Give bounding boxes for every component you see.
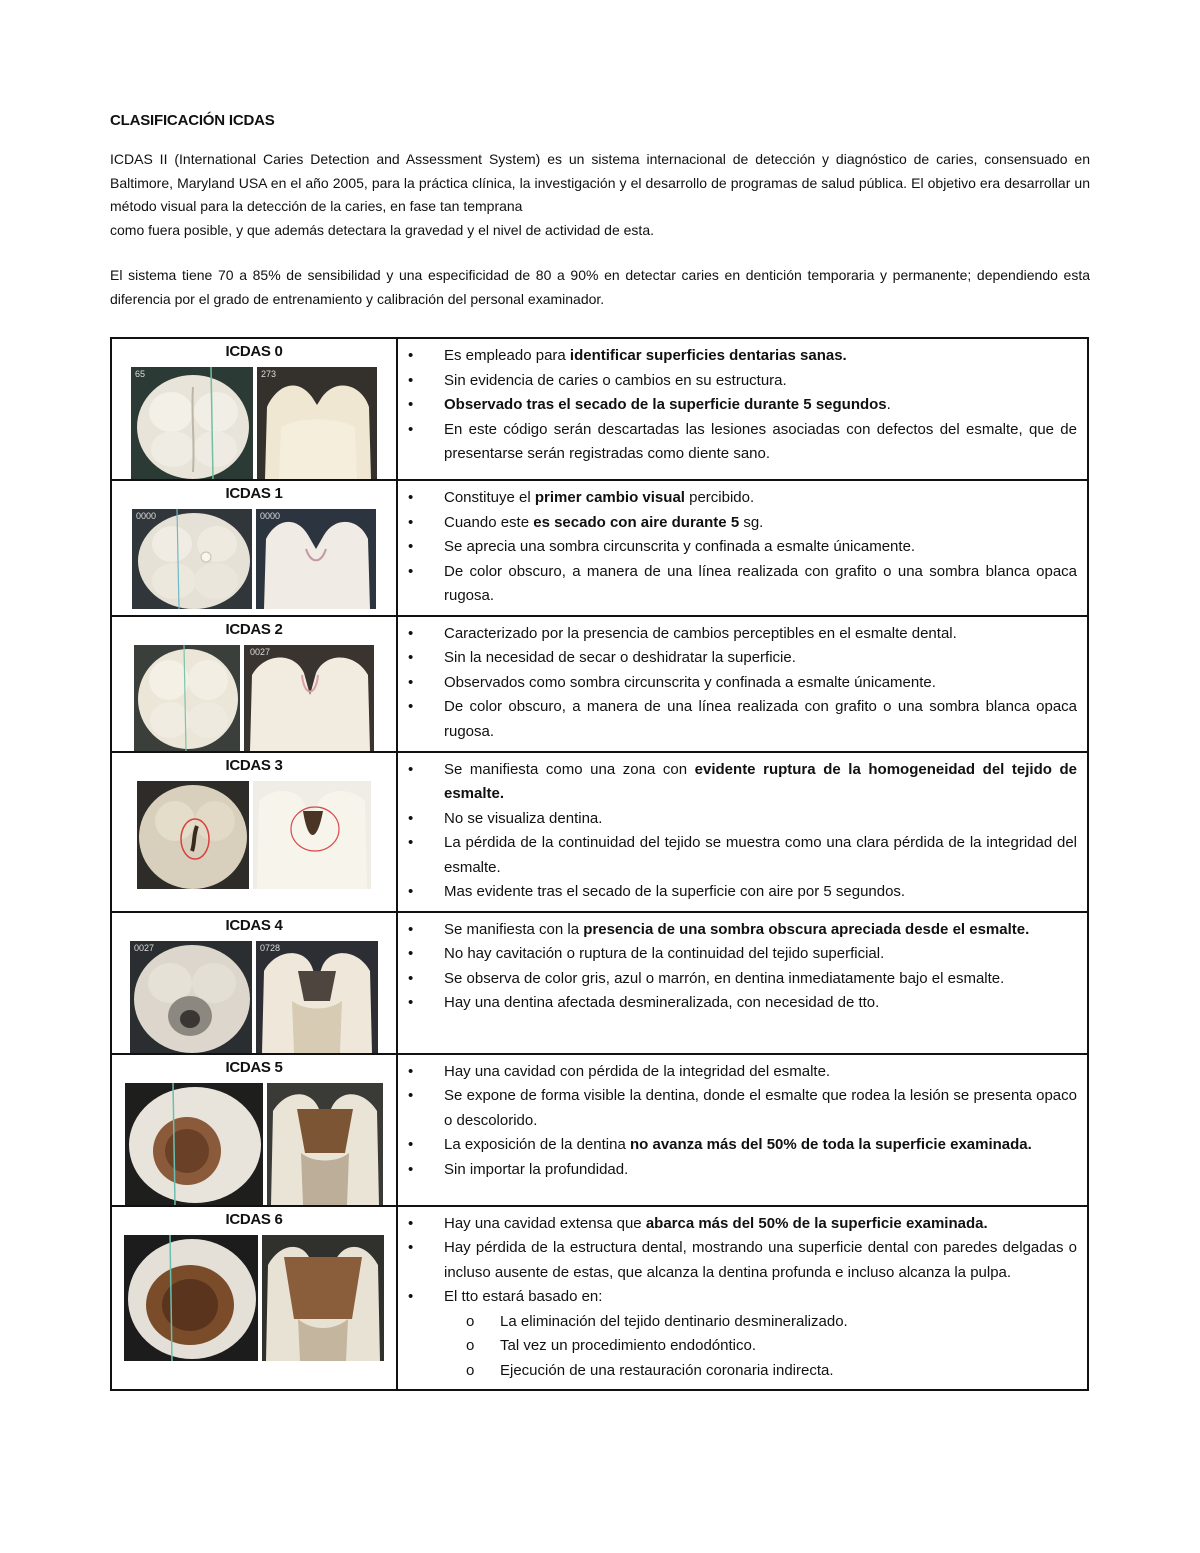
occlusal-tooth-photo	[132, 509, 252, 609]
occlusal-tooth-photo	[134, 645, 240, 751]
photo-label: 0027	[250, 646, 271, 657]
section-tooth-photo	[244, 645, 374, 751]
text: No se visualiza dentina.	[444, 809, 603, 827]
tooth-photos	[112, 367, 396, 479]
text: .	[886, 396, 891, 413]
text: Hay una dentina afectada desmineralizada, con necesidad de tto.	[444, 994, 880, 1011]
text: sg.	[739, 513, 764, 531]
bold-text: no avanza más del 50% de toda la superficie examinada.	[629, 1136, 1032, 1153]
text: La pérdida de la continuidad del tejido se muestra como una clara pérdida de la integridad del esmalte.	[444, 834, 1077, 876]
bullet-list	[398, 339, 1087, 473]
bullet-list	[398, 1207, 1087, 1390]
photo-label: 0000	[136, 511, 157, 521]
tooth-photos	[112, 781, 396, 889]
text: Hay pérdida de la estructura dental, mostrando una superficie dental con paredes delgadas o incluso ausente de estas, que alcanza la dentina profunda e incluso alcanza la pulpa.	[444, 1239, 1077, 1281]
sub-item: o Tal vez un procedimiento endodóntico.	[444, 1334, 1077, 1359]
icdas-table	[110, 337, 1089, 1391]
bullet-item	[406, 807, 1077, 832]
bullet-item	[406, 369, 1077, 394]
tooth-photos	[112, 509, 396, 609]
text: Constituye el	[444, 489, 535, 506]
text: Hay una cavidad extensa que	[444, 1214, 646, 1232]
bullet-list	[398, 481, 1087, 615]
bold-text: identificar superficies dentarias sanas.	[569, 347, 847, 364]
bullet-item	[406, 1133, 1077, 1158]
occlusal-tooth-photo	[131, 367, 253, 479]
photo-label: 0728	[260, 942, 281, 953]
icdas-row	[111, 616, 1088, 752]
photo-label: 65	[135, 369, 146, 379]
tooth-photos	[112, 1235, 396, 1361]
bullet-item	[406, 560, 1077, 609]
text: Se observa de color gris, azul o marrón, en dentina inmediatamente bajo el esmalte.	[444, 969, 1005, 987]
sub-item: o Ejecución de una restauración coronaria indirecta.	[444, 1359, 1077, 1384]
icdas-description-cell	[397, 752, 1088, 912]
icdas-description-cell	[397, 480, 1088, 616]
text: En este código serán descartadas las lesiones asociadas con defectos del esmalte, que de presentarse serán registradas como diente sano.	[444, 420, 1077, 462]
bold-text: evidente ruptura de la homogeneidad del tejido de esmalte.	[444, 760, 1078, 802]
icdas-description-cell	[397, 912, 1088, 1054]
section-tooth-photo	[262, 1235, 384, 1361]
icdas-row	[111, 1206, 1088, 1391]
bold-text: Observado tras el secado de la superficie durante 5 segundos	[444, 396, 887, 413]
occlusal-tooth-photo	[125, 1083, 263, 1205]
bullet-list	[398, 1055, 1087, 1189]
bullet-list	[398, 913, 1087, 1022]
intro-paragraph-1: ICDAS II (International Caries Detection and Assessment System) es un sistema internacional de detección y diagnóstico de caries, consensuado en Baltimore, Maryland USA en el año 2005, para la práctica clínica, la investigación y el desarrollo de programas de salud pública. El objetivo era desarrollar un método visual para la detección de la caries, en fase tan temprana	[110, 151, 1090, 214]
text: Se manifiesta como una zona con	[444, 760, 695, 778]
text: Es empleado para	[444, 347, 570, 364]
icdas-level-label: ICDAS 0	[225, 343, 283, 360]
document-page	[110, 112, 1090, 1391]
section-tooth-photo	[267, 1083, 383, 1205]
text: La exposición de la dentina	[444, 1136, 630, 1153]
bullet-item	[406, 393, 1077, 418]
bullet-item	[406, 831, 1077, 880]
icdas-row	[111, 1054, 1088, 1206]
icdas-level-cell	[111, 1206, 397, 1391]
text: Mas evidente tras el secado de la superficie con aire por 5 segundos.	[444, 883, 906, 900]
bullet-item	[406, 967, 1077, 992]
text: Caracterizado por la presencia de cambios perceptibles en el esmalte dental.	[444, 624, 957, 642]
icdas-description-cell	[397, 338, 1088, 480]
bullet-list	[398, 753, 1087, 911]
text: Observados como sombra circunscrita y confinada a esmalte únicamente.	[444, 673, 936, 691]
icdas-description-cell	[397, 1206, 1088, 1391]
intro-paragraph-3: El sistema tiene 70 a 85% de sensibilidad y una especificidad de 80 a 90% en detectar caries en dentición temporaria y permanente; dependiendo esta diferencia por el grado de entrenamiento y calibración del personal examinador.	[110, 267, 1090, 307]
bullet-item	[406, 486, 1077, 511]
bullet-item	[406, 646, 1077, 671]
icdas-level-cell	[111, 752, 397, 912]
icdas-level-cell	[111, 480, 397, 616]
photo-label: 273	[261, 369, 277, 379]
icdas-level-label: ICDAS 6	[225, 1210, 283, 1228]
icdas-level-cell	[111, 1054, 397, 1206]
text: Se manifiesta con la	[444, 920, 584, 938]
text: No hay cavitación o ruptura de la continuidad del tejido superficial.	[444, 945, 885, 962]
text: De color obscuro, a manera de una línea realizada con grafito o una sombra blanca opaca rugosa.	[444, 562, 1077, 604]
bullet-item	[406, 991, 1077, 1016]
bullet-item	[406, 1060, 1077, 1085]
bullet-item	[406, 1212, 1077, 1237]
sub-item: o La eliminación del tejido dentinario desmineralizado.	[444, 1310, 1077, 1335]
icdas-row	[111, 480, 1088, 616]
bullet-item	[406, 1236, 1077, 1285]
tooth-photos	[112, 941, 396, 1053]
bullet-item	[406, 1084, 1077, 1133]
bullet-item	[406, 942, 1077, 967]
document-title: CLASIFICACIÓN ICDAS	[110, 112, 275, 129]
bullet-item	[406, 880, 1077, 905]
tooth-photos	[112, 1083, 396, 1205]
icdas-level-label: ICDAS 3	[225, 756, 283, 774]
text: Sin la necesidad de secar o deshidratar la superficie.	[444, 649, 796, 666]
bullet-item	[406, 671, 1077, 696]
intro-paragraph-2: como fuera posible, y que además detectara la gravedad y el nivel de actividad de esta.	[110, 221, 654, 238]
bullet-item	[406, 918, 1077, 943]
bullet-item	[406, 344, 1077, 369]
icdas-row	[111, 912, 1088, 1054]
bullet-item	[406, 758, 1077, 807]
bullet-item	[406, 1285, 1077, 1383]
icdas-description-cell	[397, 616, 1088, 752]
photo-label: 0027	[134, 942, 155, 953]
bullet-item	[406, 511, 1077, 536]
text: Sin evidencia de caries o cambios en su estructura.	[444, 371, 787, 389]
icdas-level-cell	[111, 912, 397, 1054]
icdas-row	[111, 752, 1088, 912]
icdas-level-label: ICDAS 4	[225, 916, 283, 934]
occlusal-tooth-photo	[137, 781, 249, 889]
sub-list	[444, 1310, 1077, 1384]
bullet-item	[406, 535, 1077, 560]
icdas-level-cell	[111, 616, 397, 752]
text: Se aprecia una sombra circunscrita y confinada a esmalte únicamente.	[444, 538, 916, 555]
icdas-description-cell	[397, 1054, 1088, 1206]
text: percibido.	[684, 489, 755, 506]
bold-text: es secado con aire durante 5	[533, 513, 740, 531]
text: Cuando este	[444, 513, 534, 531]
bold-text: primer cambio visual	[534, 489, 685, 506]
bullet-item	[406, 1158, 1077, 1183]
occlusal-tooth-photo	[124, 1235, 258, 1361]
bold-text: abarca más del 50% de la superficie examinada.	[645, 1214, 988, 1232]
bullet-item	[406, 695, 1077, 744]
section-tooth-photo	[256, 509, 376, 609]
icdas-level-label: ICDAS 5	[225, 1058, 283, 1076]
photo-label: 0000	[260, 511, 281, 521]
text: Hay una cavidad con pérdida de la integridad del esmalte.	[444, 1062, 831, 1080]
text: De color obscuro, a manera de una línea realizada con grafito o una sombra blanca opaca rugosa.	[444, 698, 1077, 740]
bullet-list	[398, 617, 1087, 751]
bullet-item	[406, 622, 1077, 647]
icdas-level-label: ICDAS 2	[225, 620, 283, 638]
icdas-level-cell	[111, 338, 397, 480]
occlusal-tooth-photo	[130, 941, 252, 1053]
section-tooth-photo	[257, 367, 377, 479]
text: Sin importar la profundidad.	[444, 1160, 629, 1178]
section-tooth-photo	[253, 781, 371, 889]
icdas-level-label: ICDAS 1	[225, 485, 283, 502]
icdas-row	[111, 338, 1088, 480]
tooth-photos	[112, 645, 396, 751]
text: El tto estará basado en:	[444, 1288, 603, 1305]
section-tooth-photo	[256, 941, 378, 1053]
text: Se expone de forma visible la dentina, donde el esmalte que rodea la lesión se presenta opaco o descolorido.	[444, 1087, 1077, 1129]
bold-text: presencia de una sombra obscura apreciada desde el esmalte.	[583, 920, 1030, 938]
bullet-item	[406, 418, 1077, 467]
